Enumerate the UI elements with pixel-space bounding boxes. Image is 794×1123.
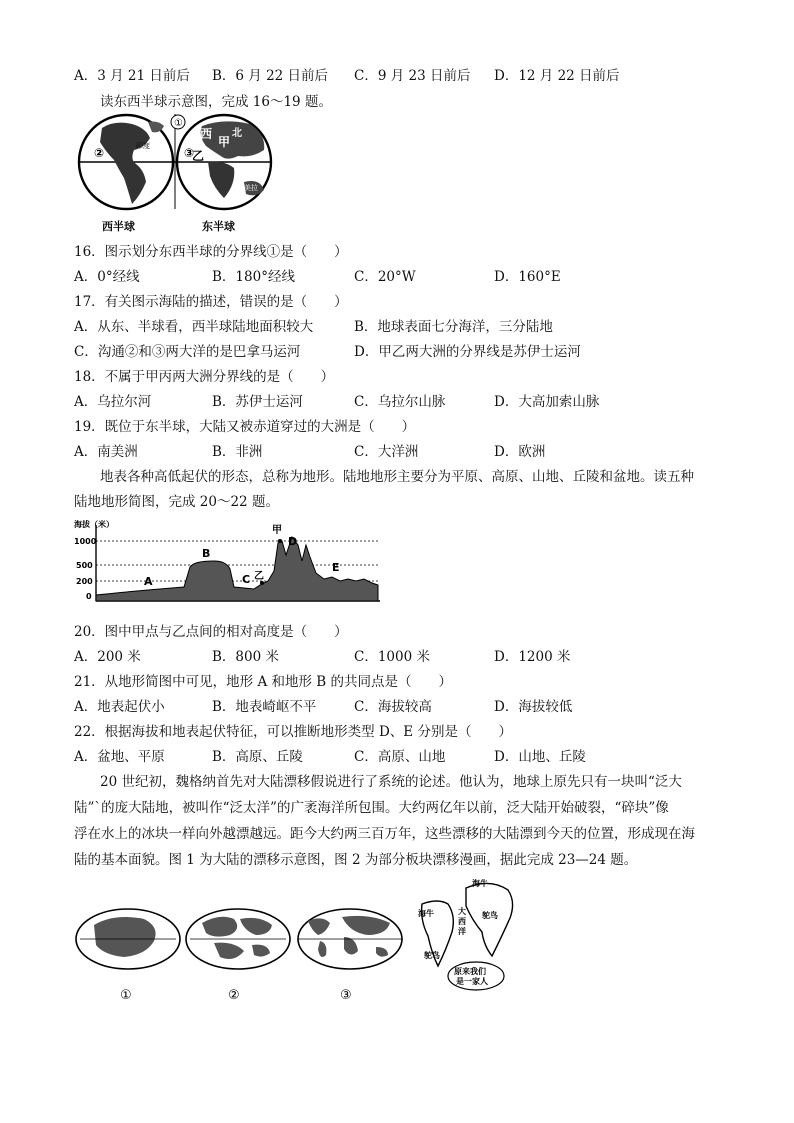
cartoon-label-atlantic-2: 西	[458, 917, 466, 926]
cartoon-label-manatee-africa: 海牛	[472, 879, 488, 888]
map-label-1: ①	[174, 118, 183, 129]
q21-option-d: D．海拔较低	[494, 699, 573, 715]
q20-stem: 20．图中甲点与乙点间的相对高度是（ ）	[74, 624, 348, 640]
drift-stage-label-2: ②	[228, 988, 240, 1003]
q22-option-d: D．山地、丘陵	[494, 749, 586, 765]
map-label-india: 印度	[136, 142, 150, 150]
q18-option-d: D．大高加索山脉	[494, 394, 600, 410]
q21-stem: 21．从地形简图中可见，地形 A 和地形 B 的共同点是（ ）	[74, 674, 453, 690]
q15-option-c: C．9 月 23 日前后	[354, 68, 471, 84]
drift-globe-3	[298, 909, 402, 969]
cartoon-bubble-line2: 是一家人	[456, 977, 488, 986]
q22-option-a: A．盆地、平原	[74, 749, 165, 765]
west-hemisphere-caption: 西半球	[102, 220, 135, 233]
cartoon-bubble-line1: 原来我们	[454, 967, 486, 976]
q21-option-c: C．海拔较高	[354, 699, 432, 715]
q22-option-b: B．高原、丘陵	[212, 749, 303, 765]
map-label-yi: 乙	[192, 149, 205, 163]
q16-options	[74, 265, 734, 285]
q22-option-c: C．高原、山地	[354, 749, 446, 765]
drift-globe-2	[186, 909, 290, 969]
intro-drift-line4: 陆的基本面貌。图 1 为大陆的漂移示意图，图 2 为部分板块漂移漫画，据此完成 23—24 题。	[74, 852, 638, 868]
profile-y-tick-500: 500	[76, 561, 93, 570]
profile-label-c: C	[242, 573, 251, 586]
q17-stem: 17．有关图示海陆的描述，错误的是（ ）	[74, 294, 348, 310]
q22-options	[74, 745, 734, 765]
q21-options	[74, 695, 734, 715]
continental-drift-diagram	[74, 905, 410, 1005]
q15-options	[74, 64, 734, 84]
hemisphere-map	[74, 112, 284, 234]
intro-hemisphere: 读东西半球示意图，完成 16～19 题。	[100, 94, 332, 110]
cartoon-label-atlantic-3: 洋	[458, 927, 466, 936]
q17-option-b: B．地球表面七分海洋，三分陆地	[354, 319, 553, 335]
profile-y-tick-1000: 1000	[74, 537, 97, 546]
plate-drift-cartoon	[412, 870, 524, 992]
q19-option-d: D．欧洲	[494, 444, 546, 460]
q18-stem: 18．不属于甲丙两大洲分界线的是（ ）	[74, 369, 335, 385]
q16-option-c: C．20°W	[354, 269, 416, 285]
cartoon-label-ostrich-africa: 鸵鸟	[482, 911, 498, 920]
cartoon-label-ostrich-america: 鸵鸟	[424, 951, 440, 960]
profile-label-b: B	[202, 547, 211, 560]
q20-option-d: D．1200 米	[494, 649, 571, 665]
intro-landform-line1: 地表各种高低起伏的形态，总称为地形。陆地地形主要分为平原、高原、山地、丘陵和盆地。读五种	[100, 469, 694, 485]
profile-y-axis-title: 海拔（米）	[74, 520, 114, 529]
q15-option-b: B．6 月 22 日前后	[212, 68, 329, 84]
q17-option-d: D．甲乙两大洲的分界线是苏伊士运河	[354, 344, 581, 360]
profile-y-tick-0: 0	[86, 592, 92, 601]
q17-option-c: C．沟通②和③两大洋的是巴拿马运河	[74, 344, 301, 360]
map-label-west-continent: 西	[200, 127, 213, 141]
profile-label-d: D	[288, 535, 298, 548]
cartoon-label-manatee-america: 海牛	[418, 909, 434, 918]
drift-stage-label-1: ①	[120, 988, 132, 1003]
cartoon-label-atlantic-1: 大	[458, 907, 466, 916]
q17-options-row2	[74, 340, 734, 360]
map-label-2: ②	[94, 146, 105, 160]
q22-stem: 22．根据海拔和地表起伏特征，可以推断地形类型 D、E 分别是（ ）	[74, 724, 512, 740]
q21-option-a: A．地表起伏小	[74, 699, 165, 715]
intro-drift-line1: 20 世纪初，魏格纳首先对大陆漂移假说进行了系统的论述。他认为，地球上原先只有一块叫“泛大	[100, 774, 682, 790]
map-label-north: 北	[232, 128, 242, 139]
q16-option-b: B．180°经线	[212, 269, 295, 285]
q17-option-a: A．从东、半球看，西半球陆地面积较大	[74, 319, 314, 335]
map-label-3: ③	[184, 146, 195, 160]
q15-option-a: A．3 月 21 日前后	[74, 68, 190, 84]
q20-option-b: B．800 米	[212, 649, 279, 665]
q16-option-d: D．160°E	[494, 269, 561, 285]
q16-stem: 16．图示划分东西半球的分界线①是（ ）	[74, 244, 348, 260]
q19-stem: 19．既位于东半球，大陆又被赤道穿过的大洲是（ ）	[74, 419, 416, 435]
profile-label-e: E	[332, 561, 340, 574]
profile-label-yi: 乙	[254, 571, 264, 582]
drift-stage-label-3: ③	[340, 988, 352, 1003]
q19-option-c: C．大洋洲	[354, 444, 419, 460]
profile-label-a: A	[144, 575, 153, 588]
map-label-jia: 甲	[218, 135, 231, 149]
map-label-meila: 美拉	[244, 184, 258, 192]
intro-drift-line3: 浮在水上的冰块一样向外越漂越远。距今大约两三百万年，这些漂移的大陆漂到今天的位置，形成现在海	[74, 826, 695, 842]
q19-option-b: B．非洲	[212, 444, 263, 460]
q21-option-b: B．地表崎岖不平	[212, 699, 317, 715]
landform-profile-diagram	[74, 515, 386, 607]
profile-y-tick-200: 200	[76, 577, 93, 586]
q16-option-a: A．0°经线	[74, 269, 140, 285]
q20-options	[74, 645, 734, 665]
intro-landform-line2: 陆地地形简图，完成 20～22 题。	[74, 494, 279, 510]
q17-options-row1	[74, 315, 734, 335]
drift-globe-1	[76, 909, 180, 969]
q18-options	[74, 390, 734, 410]
q18-option-a: A．乌拉尔河	[74, 394, 152, 410]
q19-options	[74, 440, 734, 460]
east-hemisphere-caption: 东半球	[202, 220, 235, 233]
q19-option-a: A．南美洲	[74, 444, 138, 460]
q15-option-d: D．12 月 22 日前后	[494, 68, 620, 84]
q18-option-c: C．乌拉尔山脉	[354, 394, 446, 410]
intro-drift-line2: 陆”`的庞大陆地，被叫作“泛太洋”的广袤海洋所包围。大约两亿年以前，泛大陆开始破裂，“碎块”像	[74, 800, 669, 816]
profile-label-jia: 甲	[272, 525, 282, 536]
q20-option-a: A．200 米	[74, 649, 141, 665]
q20-option-c: C．1000 米	[354, 649, 430, 665]
q18-option-b: B．苏伊士运河	[212, 394, 303, 410]
